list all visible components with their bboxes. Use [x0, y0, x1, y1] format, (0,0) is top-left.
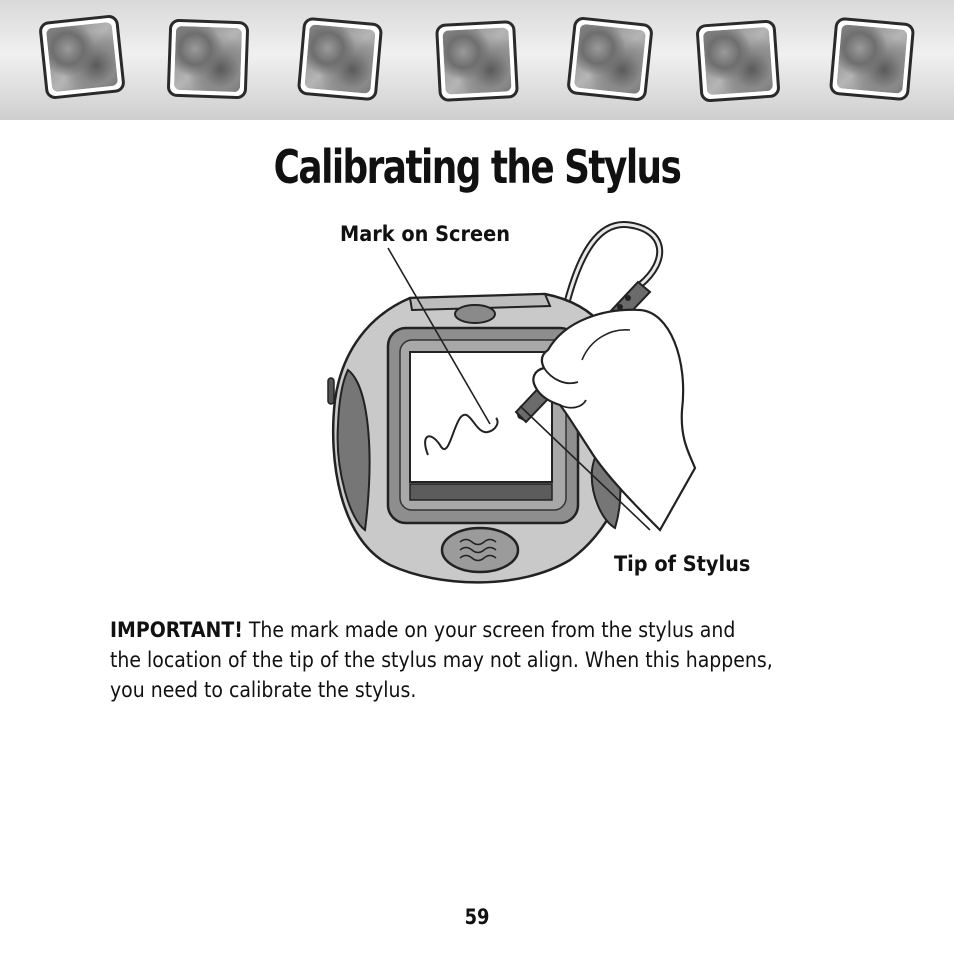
- game-thumbnail-7: [829, 17, 915, 102]
- game-thumbnail-4: [435, 20, 519, 102]
- game-thumbnail-1: [38, 14, 126, 100]
- mark-on-screen-label: Mark on Screen: [340, 222, 510, 246]
- game-thumbnail-2: [167, 19, 250, 100]
- paragraph-line-1: [110, 615, 794, 645]
- device-illustration: [320, 210, 780, 600]
- game-thumbnail-6: [695, 19, 780, 102]
- tip-of-stylus-label: Tip of Stylus: [614, 552, 751, 576]
- paragraph-line-2: the location of the tip of the stylus may not align. When this happens,: [110, 648, 773, 672]
- game-thumbnail-3: [297, 17, 383, 102]
- header-banner: [0, 0, 954, 120]
- game-thumbnail-5: [566, 16, 654, 102]
- paragraph-line-1-text: The mark made on your screen from the stylus and: [242, 618, 736, 642]
- instruction-paragraph: [110, 615, 794, 705]
- device-drawing: [320, 210, 780, 595]
- important-label: IMPORTANT!: [110, 618, 243, 642]
- page-number: 59: [464, 905, 490, 929]
- paragraph-line-3: you need to calibrate the stylus.: [110, 678, 417, 702]
- page-title: Calibrating the Stylus: [273, 140, 681, 194]
